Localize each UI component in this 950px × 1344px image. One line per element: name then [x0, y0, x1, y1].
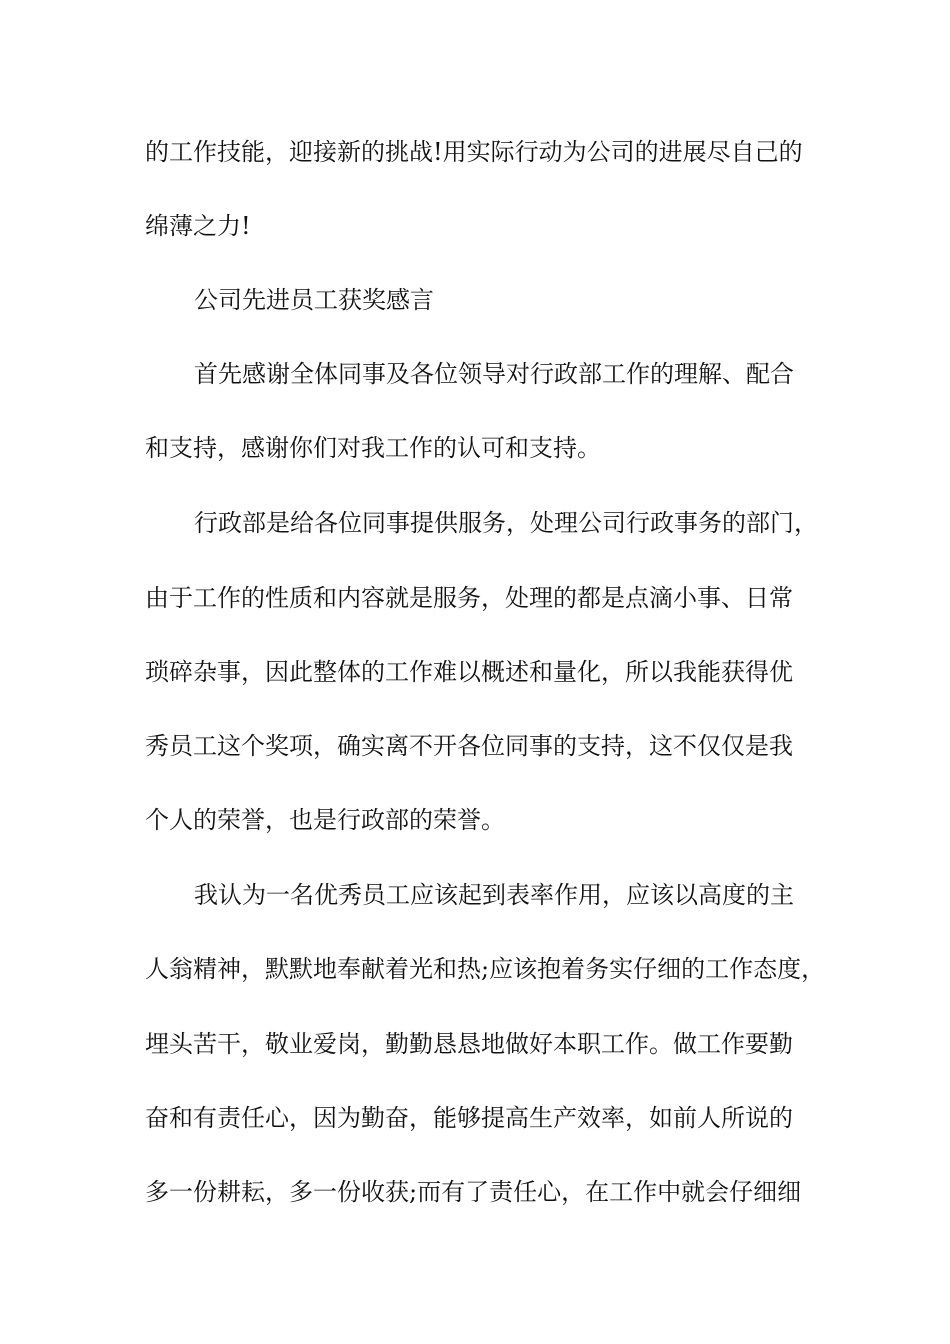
text-line: [0, 1024, 950, 1064]
line-text: 个人的荣誉，也是行政部的荣誉。: [145, 806, 505, 834]
line-text: 首先感谢全体同事及各位领导对行政部工作的理解、配合: [194, 360, 794, 388]
text-line: [0, 875, 950, 915]
line-text: 琐碎杂事，因此整体的工作难以概述和量化，所以我能获得优: [145, 658, 793, 686]
line-text: 埋头苦干，敬业爱岗，勤勤恳恳地做好本职工作。做工作要勤: [145, 1030, 793, 1058]
line-text: 奋和有责任心，因为勤奋，能够提高生产效率，如前人所说的: [145, 1104, 793, 1132]
text-line: [0, 726, 950, 766]
line-text: 的工作技能，迎接新的挑战!用实际行动为公司的进展尽自己的: [145, 138, 803, 166]
line-text: 多一份耕耘，多一份收获;而有了责任心，在工作中就会仔细细: [145, 1178, 802, 1206]
text-line: [0, 132, 950, 172]
line-text: 我认为一名优秀员工应该起到表率作用，应该以高度的主: [194, 881, 794, 909]
text-line: [0, 354, 950, 394]
text-line: [0, 206, 950, 246]
text-line: [0, 578, 950, 618]
text-line: [0, 652, 950, 692]
text-line: [0, 503, 950, 543]
heading-text: 公司先进员工获奖感言: [194, 286, 434, 314]
text-line: [0, 800, 950, 840]
text-line: [0, 1098, 950, 1138]
line-text: 行政部是给各位同事提供服务，处理公司行政事务的部门，: [194, 509, 818, 537]
section-heading: [0, 280, 950, 320]
line-text: 由于工作的性质和内容就是服务，处理的都是点滴小事、日常: [145, 584, 793, 612]
line-text: 人翁精神，默默地奉献着光和热;应该抱着务实仔细的工作态度，: [145, 955, 826, 983]
line-text: 绵薄之力!: [145, 212, 251, 240]
text-line: [0, 428, 950, 468]
text-line: [0, 949, 950, 989]
text-line: [0, 1172, 950, 1212]
line-text: 和支持，感谢你们对我工作的认可和支持。: [145, 434, 601, 462]
line-text: 秀员工这个奖项，确实离不开各位同事的支持，这不仅仅是我: [145, 732, 793, 760]
